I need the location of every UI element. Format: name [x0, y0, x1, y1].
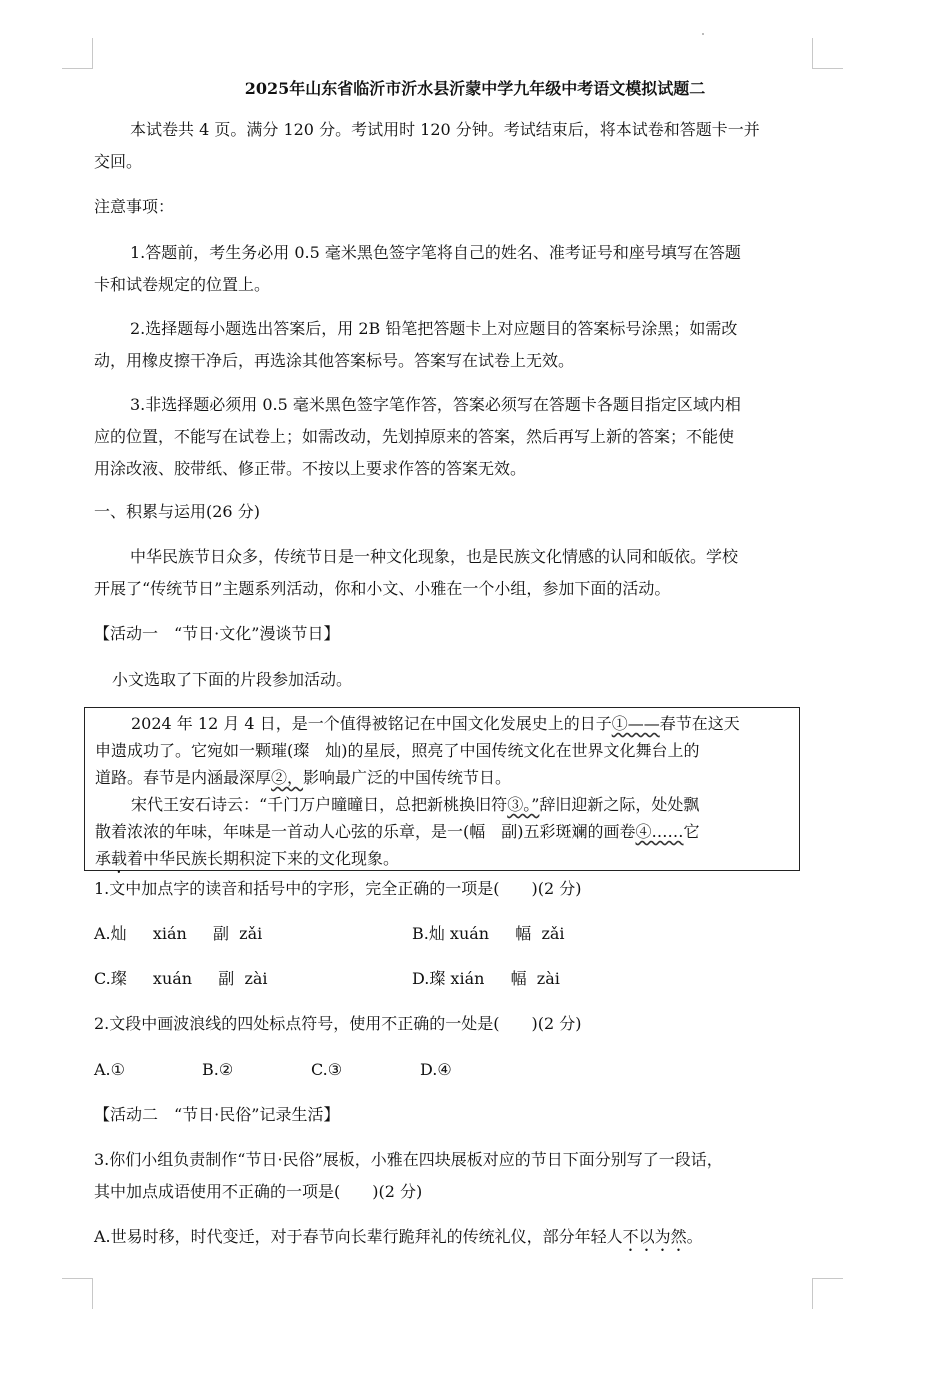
notice-line: 2.选择题每小题选出答案后，用 2B 铅笔把答题卡上对应题目的答案标号涂黑；如需改 [130, 319, 738, 338]
notice-heading [94, 191, 816, 223]
question-2-text: 2.文段中画波浪线的四处标点符号，使用不正确的一处是( )(2 分) [94, 1014, 582, 1033]
question-2 [94, 1008, 816, 1040]
passage-line-3 [95, 765, 511, 791]
passage-text: 春节在这天 [659, 714, 740, 733]
notice-item-1 [94, 237, 816, 301]
dotted-char: 载 [111, 849, 128, 868]
wavy-mark-2: ②， [271, 768, 304, 787]
q1-option-b[interactable]: B.灿 xuán 幅 zǎi [412, 924, 565, 943]
crop-mark-top-left [62, 38, 93, 69]
wavy-mark-3: ③。” [507, 795, 540, 814]
q2-option-c[interactable]: C.③ [311, 1060, 343, 1079]
notice-heading-text: 注意事项： [94, 197, 175, 216]
question-1 [94, 873, 816, 905]
question-3-line: 3.你们小组负责制作“节日·民俗”展板，小雅在四块展板对应的节日下面分别写了一段话， [94, 1150, 723, 1169]
notice-line: 1.答题前，考生务必用 0.5 毫米黑色签字笔将自己的姓名、准考证号和座号填写在答题 [130, 243, 741, 262]
q2-option-a[interactable]: A.① [94, 1060, 125, 1079]
question-1-text: 1.文中加点字的读音和括号中的字形，完全正确的一项是( )(2 分) [94, 879, 582, 898]
activity-1-text: 【活动一 “节日·文化”漫谈节日】 [94, 624, 340, 643]
passage-line-4 [131, 792, 699, 818]
section-heading [94, 496, 816, 528]
q2-option-d[interactable]: D.④ [420, 1060, 452, 1079]
notice-line: 应的位置，不能写在试卷上；如需改动，先划掉原来的答案，然后再写上新的答案；不能使 [94, 427, 735, 446]
notice-line: 动，用橡皮擦干净后，再选涂其他答案标号。答案写在试卷上无效。 [94, 351, 575, 370]
wavy-mark-1: ①—— [611, 714, 660, 733]
intro-line: 本试卷共 4 页。满分 120 分。考试用时 120 分钟。考试结束后，将本试卷和答题卡一并 [130, 120, 760, 139]
passage-text: 2024 年 12 月 4 日，是一个值得被铭记在中国文化发展史上的日子 [131, 714, 612, 733]
crop-mark-bottom-right [812, 1278, 843, 1309]
question-3 [94, 1144, 816, 1208]
passage-text: 散着浓浓的年味，年味是一首动人心弦的乐章，是一(幅 副)五彩斑斓的画卷 [95, 822, 636, 841]
activity-1-lead [94, 664, 816, 696]
q1-option-c[interactable]: C.璨 xuán 副 zài [94, 969, 268, 988]
passage-text: 宋代王安石诗云：“千门万户曈曈日，总把新桃换旧符 [131, 795, 508, 814]
activity-1-heading [94, 618, 816, 650]
dotted-idiom: 不以为然 [622, 1227, 687, 1246]
passage-line-1 [131, 711, 740, 737]
passage-text: 辞旧迎新之际，处处飘 [539, 795, 700, 814]
passage-line-5 [95, 819, 700, 845]
passage-text: 承 [95, 849, 112, 868]
passage-text: 影响最广泛的中国传统节日。 [303, 768, 512, 787]
passage-text: 着中华民族长期积淀下来的文化现象。 [127, 849, 400, 868]
passage-line-2: 申遗成功了。它宛如一颗璀(璨 灿)的星辰，照亮了中国传统文化在世界文化舞台上的 [95, 741, 700, 760]
page-speck [702, 33, 704, 35]
section-intro [94, 541, 816, 605]
activity-2-text: 【活动二 “节日·民俗”记录生活】 [94, 1105, 340, 1124]
q3-option-a[interactable] [94, 1221, 703, 1255]
passage-line-6 [95, 846, 399, 872]
notice-line: 3.非选择题必须用 0.5 毫米黑色签字笔作答，答案必须写在答题卡各题目指定区域内相 [130, 395, 741, 414]
passage-text: 它 [683, 822, 700, 841]
notice-line: 用涂改液、胶带纸、修正带。不按以上要求作答的答案无效。 [94, 459, 527, 478]
question-3-line: 其中加点成语使用不正确的一项是( )(2 分) [94, 1182, 423, 1201]
section-intro-line: 中华民族节日众多，传统节日是一种文化现象，也是民族文化情感的认同和皈依。学校 [130, 547, 739, 566]
q2-option-b[interactable]: B.② [202, 1060, 234, 1079]
intro-paragraph [94, 114, 816, 178]
notice-item-2 [94, 313, 816, 377]
notice-line: 卡和试卷规定的位置上。 [94, 275, 271, 294]
activity-2-heading [94, 1099, 816, 1131]
wavy-mark-4: ④…… [635, 822, 684, 841]
q1-option-a[interactable]: A.灿 xián 副 zǎi [94, 924, 263, 943]
exam-title: 2025年山东省临沂市沂水县沂蒙中学九年级中考语文模拟试题二 [244, 79, 706, 98]
section-heading-text: 一、积累与运用(26 分) [94, 502, 260, 521]
crop-mark-bottom-left [62, 1278, 93, 1309]
passage-box [84, 707, 800, 871]
q1-option-d[interactable]: D.璨 xián 幅 zài [412, 969, 560, 988]
q3-option-a-text: A.世易时移，时代变迁，对于春节向长辈行跪拜礼的传统礼仪，部分年轻人 [94, 1227, 623, 1246]
section-intro-line: 开展了“传统节日”主题系列活动，你和小文、小雅在一个小组，参加下面的活动。 [94, 579, 671, 598]
activity-1-lead-text: 小文选取了下面的片段参加活动。 [112, 670, 353, 689]
notice-item-3 [94, 389, 816, 485]
crop-mark-top-right [812, 38, 843, 69]
passage-text: 道路。春节是内涵最深厚 [95, 768, 272, 787]
intro-line: 交回。 [94, 152, 143, 171]
q3-option-a-end: 。 [686, 1227, 703, 1246]
